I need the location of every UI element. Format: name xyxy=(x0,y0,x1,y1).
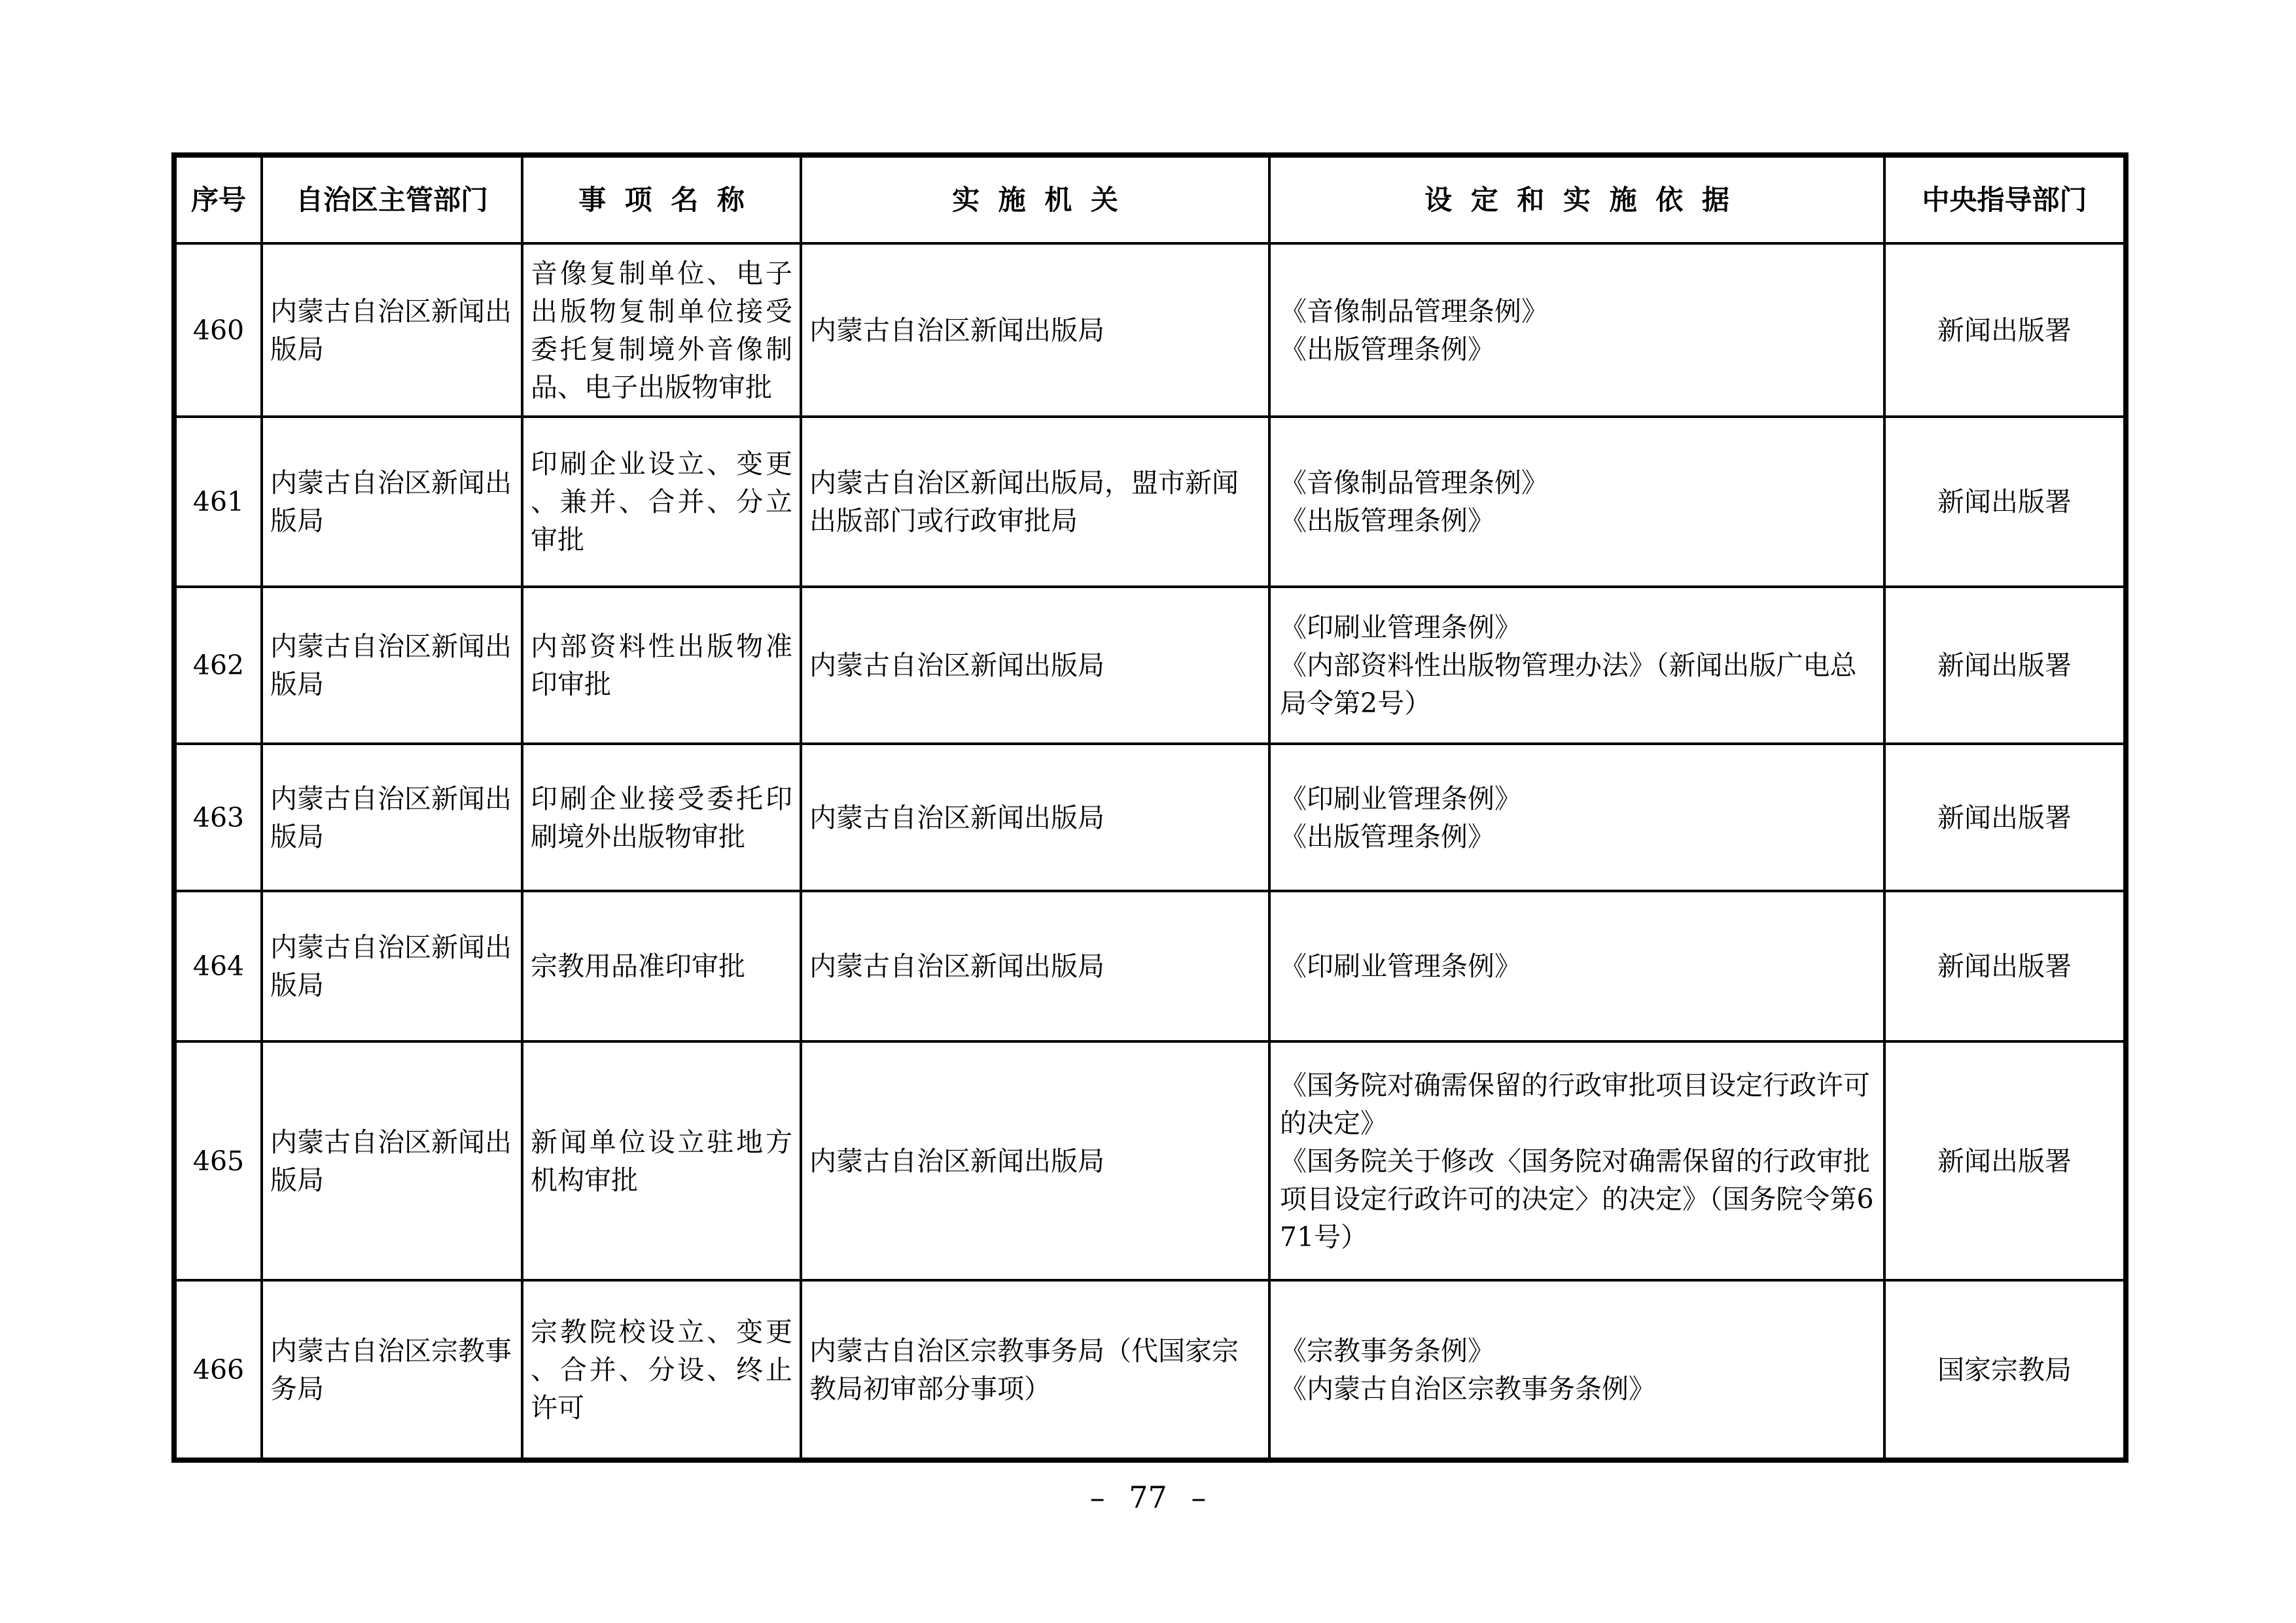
cell-department: 内蒙古自治区新闻出版局 xyxy=(262,744,522,891)
legal-basis-item: 《音像制品管理条例》 xyxy=(1280,295,1548,327)
legal-basis-item: 《出版管理条例》 xyxy=(1280,333,1494,365)
cell-item-name: 内部资料性出版物准印审批 xyxy=(522,587,801,744)
cell-central-department: 新闻出版署 xyxy=(1884,891,2126,1041)
cell-agency: 内蒙古自治区宗教事务局（代国家宗教局初审部分事项） xyxy=(801,1280,1269,1460)
col-header-central-department: 中央指导部门 xyxy=(1884,155,2126,243)
table-row xyxy=(174,1041,2126,1280)
cell-central-department: 新闻出版署 xyxy=(1884,587,2126,744)
cell-basis xyxy=(1269,744,1884,891)
legal-basis-item: 《国务院对确需保留的行政审批项目设定行政许可的决定》 xyxy=(1280,1069,1870,1139)
cell-agency: 内蒙古自治区新闻出版局 xyxy=(801,587,1269,744)
cell-central-department: 新闻出版署 xyxy=(1884,417,2126,587)
cell-item-name: 音像复制单位、电子出版物复制单位接受委托复制境外音像制品、电子出版物审批 xyxy=(522,243,801,417)
cell-index: 466 xyxy=(174,1280,262,1460)
col-header-department: 自治区主管部门 xyxy=(262,155,522,243)
cell-department: 内蒙古自治区新闻出版局 xyxy=(262,1041,522,1280)
legal-basis-item: 《内部资料性出版物管理办法》（新闻出版广电总局令第2号） xyxy=(1280,650,1857,719)
table-header xyxy=(174,155,2126,243)
col-header-basis: 设 定 和 实 施 依 据 xyxy=(1269,155,1884,243)
cell-agency: 内蒙古自治区新闻出版局 xyxy=(801,243,1269,417)
cell-basis xyxy=(1269,587,1884,744)
cell-index: 463 xyxy=(174,744,262,891)
table-row xyxy=(174,744,2126,891)
table-row xyxy=(174,587,2126,744)
cell-agency: 内蒙古自治区新闻出版局 xyxy=(801,1041,1269,1280)
table-body xyxy=(174,243,2126,1460)
cell-index: 462 xyxy=(174,587,262,744)
cell-item-name: 宗教院校设立、变更、合并、分设、终止许可 xyxy=(522,1280,801,1460)
table-row xyxy=(174,891,2126,1041)
table-row xyxy=(174,243,2126,417)
cell-item-name: 新闻单位设立驻地方机构审批 xyxy=(522,1041,801,1280)
cell-central-department: 新闻出版署 xyxy=(1884,243,2126,417)
cell-index: 460 xyxy=(174,243,262,417)
cell-central-department: 国家宗教局 xyxy=(1884,1280,2126,1460)
cell-department: 内蒙古自治区新闻出版局 xyxy=(262,587,522,744)
cell-index: 461 xyxy=(174,417,262,587)
col-header-item-name: 事 项 名 称 xyxy=(522,155,801,243)
cell-basis xyxy=(1269,891,1884,1041)
legal-basis-item: 《国务院关于修改〈国务院对确需保留的行政审批项目设定行政许可的决定〉的决定》（国务院令第671号） xyxy=(1280,1145,1874,1253)
cell-index: 464 xyxy=(174,891,262,1041)
cell-agency: 内蒙古自治区新闻出版局 xyxy=(801,744,1269,891)
cell-basis xyxy=(1269,1280,1884,1460)
cell-department: 内蒙古自治区宗教事务局 xyxy=(262,1280,522,1460)
legal-basis-item: 《音像制品管理条例》 xyxy=(1280,467,1548,498)
cell-agency: 内蒙古自治区新闻出版局 xyxy=(801,891,1269,1041)
cell-agency: 内蒙古自治区新闻出版局，盟市新闻出版部门或行政审批局 xyxy=(801,417,1269,587)
legal-basis-item: 《宗教事务条例》 xyxy=(1280,1335,1494,1367)
cell-basis xyxy=(1269,417,1884,587)
cell-department: 内蒙古自治区新闻出版局 xyxy=(262,243,522,417)
cell-item-name: 宗教用品准印审批 xyxy=(522,891,801,1041)
table-row xyxy=(174,1280,2126,1460)
cell-item-name: 印刷企业接受委托印刷境外出版物审批 xyxy=(522,744,801,891)
cell-central-department: 新闻出版署 xyxy=(1884,744,2126,891)
cell-central-department: 新闻出版署 xyxy=(1884,1041,2126,1280)
cell-department: 内蒙古自治区新闻出版局 xyxy=(262,417,522,587)
approval-items-table xyxy=(171,152,2128,1463)
cell-basis xyxy=(1269,1041,1884,1280)
cell-index: 465 xyxy=(174,1041,262,1280)
legal-basis-item: 《印刷业管理条例》 xyxy=(1280,782,1521,814)
col-header-index: 序号 xyxy=(174,155,262,243)
page-number: – 77 – xyxy=(1089,1480,1207,1515)
table-row xyxy=(174,417,2126,587)
legal-basis-item: 《印刷业管理条例》 xyxy=(1280,951,1521,982)
cell-item-name: 印刷企业设立、变更、兼并、合并、分立审批 xyxy=(522,417,801,587)
cell-department: 内蒙古自治区新闻出版局 xyxy=(262,891,522,1041)
legal-basis-item: 《出版管理条例》 xyxy=(1280,505,1494,536)
cell-basis xyxy=(1269,243,1884,417)
col-header-agency: 实 施 机 关 xyxy=(801,155,1269,243)
legal-basis-item: 《出版管理条例》 xyxy=(1280,820,1494,852)
legal-basis-item: 《内蒙古自治区宗教事务条例》 xyxy=(1280,1372,1655,1405)
legal-basis-item: 《印刷业管理条例》 xyxy=(1280,612,1521,643)
header-row xyxy=(174,155,2126,243)
